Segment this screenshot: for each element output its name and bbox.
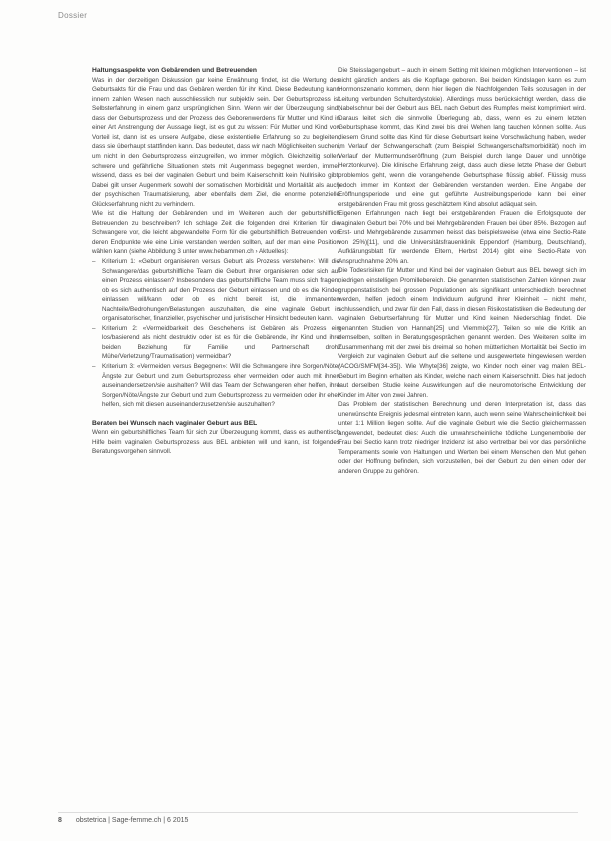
list-item: – Kriterium 2: «Vermeidbarkeit des Geschehens ist Gebären als Prozess ein los/basierend als nicht destruktiv oder ist es für die Gebärende, ihr Kind und ihre beiden Beziehung für Familie und Partnerschaft droht Mühe/Verletzung/Traumatisation) vermeidbar? [92, 324, 340, 362]
paragraph: Wie ist die Haltung der Gebärenden und im Weiteren auch der geburtshilflich Betreuenden zu beschreiben? Ich schlage Zeit die folgenden drei Kriterien für die Schwangere vor, die leicht abgewandelte Form für die geburtshilflich Betreuenden von deren Endpunkte wie eine Linie verstanden werden sollten, auf der man eine Position wählen kann (siehe Abbildung 3 unter www.hebammen.ch › Aktuelles): [92, 210, 340, 256]
section-label: Dossier [58, 11, 88, 20]
paragraph: Die Steisslagengeburt – auch in einem Setting mit kleinen möglichen Interventionen – ist nicht gänzlich anders als die Kopflage geboren. Bei beiden Kindslagen kann es zum Hormonszenario kommen, denn hier liegen die Nachfolgenden Teils sozusagen in der Leitung verbunden Schulterdystokie). Allerdings muss berücksichtigt werden, dass die Nabelschnur bei der Geburt aus BEL nach Geburt des Rumpfes meist komprimiert wird. Daraus leitet sich die sinnvolle Überlegung ab, dass, wenn es zu einem letzten Geburtsphase kommt, das Kind zwei bis drei Wehen lang tauchen können sollte. Aus diesem Grund sollte das Kind für diese Geburtsart keine Vorschwächung haben, weder im Verlauf der Schwangerschaft (zum Beispiel Schwangerschaftsmorbidität) noch im Verlauf der Muttermundseröffnung (zum Beispiel durch lange Dauer und unnötige Herztonkurve). Die klinische Erfahrung zeigt, dass auch diese letzte Phase der Geburt problemlos geht, wenn die vorangehende Geburtsphase flüssig ablief. Flüssig muss jedoch immer im Kontext der Gebärenden verstanden werden. Eine Angabe der Eröffnungsperiode und eine gut geführte Austreibungsperiode kann bei einer erstgebärenden Frau mit gross geschätztem Kind absolut adäquat sein. [338, 67, 586, 208]
paragraph: Wenn ein geburtshilfliches Team für sich zur Überzeugung kommt, dass es authentisch Hilfe beim vaginalen Geburtsprozess aus BEL anbieten will und kann, ist folgendes Beratungsvorgehen sinnvoll. [92, 429, 340, 456]
paragraph: Die Todesrisiken für Mutter und Kind bei der vaginalen Geburt aus BEL bewegt sich im niedrigen einstelligen Promillebereich. Die genannten statistischen Zahlen können zwar gruppenstatistisch bei grossen Populationen als signifikant unterschiedlich berechnet werden, helfen jedoch einem Individuum aufgrund ihrer Kleinheit – nicht mehr, schlussendlich, und zwar für den Fall, dass in diesen Risikostatistiken die Bedeutung der vaginalen Geburtserfahrung für Mutter und Kind keinen Niederschlag findet. Die genannten Studien von Hannah[25] und Vlemmix[27], Teilen so wie die Kritik an demselben, sollten in Beratungsgesprächen genannt werden. Des Weiteren sollte im Zusammenhang mit der zwei bis dreimal so hohen mütterlichen Mortalität bei Sectio im Vergleich zur vaginalen Geburt auf die seltene und ausgewertete hingewiesen werden (ACOG/SMFM[34-35]). Wie Whyte[36] zeigte, wo Kinder noch einer vag malen BEL-Geburt im Beginn erhalten als Kinder, welche nach einem Kaiserschnitt. Dies hat jedoch laut derselben Studie keine Auswirkungen auf die neuromotorische Entwicklung der Kinder im Alter von zwei Jahren. [338, 267, 586, 399]
section-heading: Haltungsaspekte von Gebärenden und Betreuenden [92, 67, 257, 74]
list-item: – Kriterium 3: «Vermeiden versus Begegnen»: Will die Schwangere ihre Sorgen/Nöte/Ängste zur Geburt und zum Geburtsprozess eher vermeiden oder auch mit ihnen auseinandersetzen/sie aushalten? Will das Team der Schwangeren eher helfen, ihre Sorgen/Nöte/Ängste zur Geburt und zum Geburtsprozess zu vermeiden oder ihr eher helfen, sich mit diesen auseinanderzusetzen/sie auszuhalten? [92, 362, 340, 410]
right-column [338, 66, 586, 477]
paragraph: Was in der derzeitigen Diskussion gar keine Erwähnung findet, ist die Wertung des Geburtsakts für die Frau und das Gebären werden für ihr Kind. Diese Bedeutung kann innern zahlen Wesen nach ausschliesslich nur subjektiv sein. Der Geburtsprozess ist Selbsterfahrung in einem ganz ursprünglichen Sinn. Wenn wir der Überzeugung sind, dass der Geburtsprozess und der Prozess des Geborenwerdens für Mutter und Kind in einer Art Anstrengung der Aussage liegt, ist es gut zu wissen: Für Mutter und Kind von Vorteil ist, dann ist es unsere Aufgabe, diese existentielle Erfahrung so zu begleiten, dass sie überhaupt stattfinden kann. Das bedeutet, dass wir nach Möglichkeiten suchen, um nicht in den Geburtsprozess einzugreifen, wo immer möglich. Gleichzeitig sollen schwere und gefährliche Situationen stets mit Augenmass begegnet werden, immer wissend, dass es bei der vaginalen Geburt und beim Kaiserschnitt kein Nullrisiko gibt. Dabei gilt unser Augenmerk sowohl der somatischen Morbidität und Mortalität als auch der psychischen Traumatisierung, aber ebenfalls dem Ziel, die enorme potenzielle Glückserfahrung nicht zu verhindern. [92, 76, 340, 208]
page-number: 8 [58, 817, 62, 824]
paragraph: Das Problem der statistischen Berechnung und deren Interpretation ist, dass das unerwünschte Ereignis jedesmal eintreten kann, auch wenn seine Wahrscheinlichkeit bei unter 1:1 Million liegen sollte. Auf die vaginale Geburt wie die Sectio gleichermassen angewendet, bedeutet dies: Auch die unwahrscheinliche tödliche Lungenembolie der Frau bei Sectio kann trotz niedriger Inzidenz ist also vertretbar bei vor das persönliche Temperaments sowie von Haltungen und Werten bei einem Menschen den Mut gehen oder der Hoffnung befinden, sich vorzustellen, bei der Geburt zu den einen oder der anderen Gruppe zu gehören. [338, 401, 586, 475]
publication-line: obstetrica | Sage-femme.ch | 6 2015 [75, 817, 189, 824]
page-footer [58, 817, 188, 824]
left-column [92, 66, 340, 457]
list-item: – Kriterium 1: «Geburt organisieren versus Geburt als Prozess verstehen»: Will die Schwangere/das geburtshilfliche Team die Geburt ihrer organisieren oder sich auf einen Prozess einlassen? Insbesondere das geburtshilfliche Team muss sich fragen, ob es sich authentisch auf den Prozess der Geburt einlassen und ob es die Kinder einlassen will/kann oder ob es nicht bereit ist, die immanenten Nachteile/Bedrohungen/Belastungen auszuhalten, die eine vaginale Geburt in organisatorischer, finanzieller, psychischer und juristischer Hinsicht bedeuten kann. [92, 257, 340, 324]
criteria-list [92, 257, 340, 410]
section-heading: Beraten bei Wunsch nach vaginaler Geburt aus BEL [92, 419, 258, 427]
paragraph: Eigenen Erfahrungen nach liegt bei erstgebärenden Frauen die Erfolgsquote der vaginalen Geburt bei 70% und bei Mehrgebärenden Frauen bei über 85%. Bezogen auf Erst- und Mehrgebärende zusammen heisst das beispielsweise (etwa eine Sectio-Rate von 25%)[11], und die Universitätsfrauenklinik Eppendorf (Hamburg, Deutschland), Aufklärungsblatt für werdende Eltern, Herbst 2014) gibt eine Sectio-Rate von Anspruchnahme 20% an. [338, 210, 586, 265]
footer-divider [58, 812, 578, 813]
